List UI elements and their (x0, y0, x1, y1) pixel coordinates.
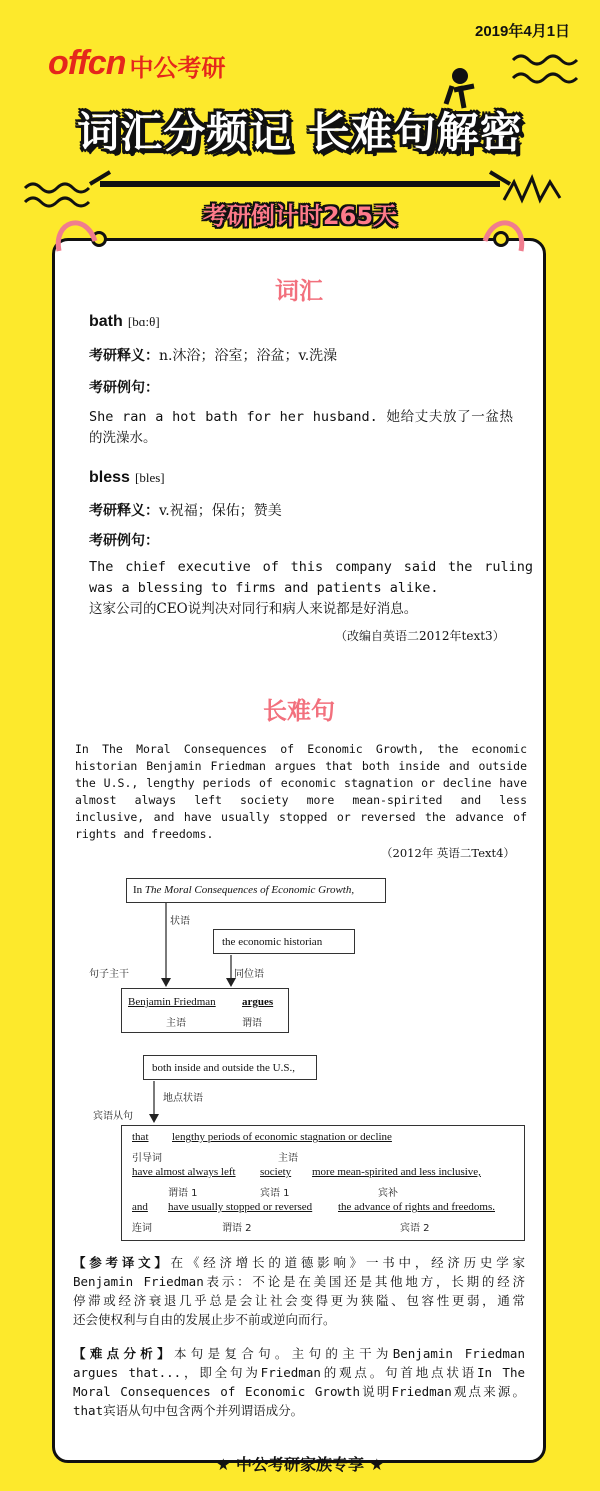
vocab-word: bath (89, 313, 123, 330)
example-line: 的洗澡水。 (89, 430, 157, 446)
clause-word: have usually stopped or reversed (168, 1201, 313, 1213)
example-line: was a blessing to firms and patients alike. (89, 580, 439, 596)
clause-role: 宾语 1 (260, 1188, 290, 1199)
footer-text: ★ 中公考研家族专享 ★ (216, 1455, 384, 1474)
vocab-section-title: 词汇 (275, 277, 323, 305)
clause-word: more mean-spirited and less inclusive, (312, 1166, 481, 1178)
brand-logo (48, 46, 225, 80)
translation-block (73, 1253, 525, 1329)
analysis-line: that宾语从句中包含两个并列谓语成分。 (73, 1403, 304, 1418)
place-text: both inside and outside the U.S., (152, 1062, 295, 1074)
clause-word: have almost always left (132, 1166, 236, 1178)
clause-role: 谓语 1 (168, 1188, 198, 1199)
clause-role: 宾补 (378, 1188, 398, 1199)
content-card (52, 238, 546, 1463)
meaning-label: 考研释义： (89, 503, 159, 519)
verb-role: 谓语 (242, 1018, 262, 1029)
diagram-box-object-clause (121, 1125, 525, 1241)
sentence-line: historian Benjamin Friedman argues that both inside and outside (75, 759, 527, 773)
example-label: 考研例句： (89, 533, 159, 549)
sentence-line: In The Moral Consequences of Economic Growth, the economic (75, 742, 527, 756)
analysis-label: 【难点分析】 (73, 1346, 174, 1361)
verb-text: argues (242, 996, 274, 1008)
page-title: 词汇分频记 长难句解密 (77, 108, 523, 157)
meaning-label: 考研释义： (89, 348, 159, 364)
example-line: She ran a hot bath for her husband. 她给丈夫放了一盆热 (89, 409, 513, 425)
clause-word: the advance of rights and freedoms. (338, 1201, 495, 1213)
translation-line: 在《经济增长的道德影响》一书中，经济历史学家 (170, 1255, 525, 1270)
analysis-line: 本句是复合句。主句的主干为Benjamin Friedman (173, 1346, 525, 1361)
sentence-line: rights and freedoms. (75, 827, 214, 841)
meaning-text: n.沐浴；浴室；浴盆；v.洗澡 (159, 348, 338, 364)
diagram-box-place (143, 1055, 317, 1080)
subject-text: Benjamin Friedman (128, 996, 216, 1008)
vocab-word: bless (89, 469, 130, 486)
clause-word: and (132, 1201, 148, 1213)
brand-cn: 中公考研 (129, 54, 226, 82)
diagram-box-appositive (213, 929, 355, 954)
appositive-text: the economic historian (222, 936, 323, 948)
example-source: （改编自英语二2012年text3） (335, 629, 505, 643)
vocab-pronunciation: [bles] (135, 470, 165, 485)
label-appositive: 同位语 (234, 969, 264, 980)
clause-role: 主语 (278, 1153, 298, 1164)
clause-role: 引导词 (132, 1153, 162, 1164)
clause-role: 谓语 2 (222, 1223, 252, 1234)
analysis-line: Moral Consequences of Economic Growth说明Friedman观点来源。 (73, 1384, 525, 1399)
clause-role: 宾语 2 (400, 1223, 430, 1234)
translation-line: 还会使权利与自由的发展止步不前或逆向而行。 (73, 1312, 336, 1327)
label-adverbial: 状语 (170, 916, 190, 927)
label-object-clause: 宾语从句 (93, 1111, 133, 1122)
vocab-pronunciation: [bɑ:θ] (127, 314, 160, 329)
example-line: The chief executive of this company said the ruling (89, 559, 533, 575)
translation-line: Benjamin Friedman表示：不论是在美国还是其他地方，长期的经济 (73, 1274, 525, 1289)
sentence-line: almost always left society more mean-spirited and less (75, 793, 527, 807)
analysis-line: argues that...，即全句为Friedman的观点。句首地点状语In The (73, 1365, 525, 1380)
example-label: 考研例句： (89, 380, 159, 396)
diagram-box-prep-phrase (126, 878, 386, 903)
diagram-box-main-clause (121, 988, 289, 1033)
example-translation: 这家公司的CEO说判决对同行和病人来说都是好消息。 (89, 601, 418, 617)
diagram-arrows (55, 241, 543, 1241)
sentence-line: the U.S., lengthy periods of economic stagnation or decline have (75, 776, 527, 790)
analysis-block (73, 1344, 525, 1420)
prep-phrase-text: In The Moral Consequences of Economic Growth, (133, 884, 355, 896)
sentence-line: inclusive, and have usually stopped or reversed the advance of (75, 810, 527, 824)
brand-offcn: offcn (48, 44, 126, 82)
clause-role: 连词 (132, 1223, 152, 1234)
meaning-text: v.祝福；保佑；赞美 (159, 503, 282, 519)
sentence-section-title: 长难句 (263, 697, 335, 725)
label-place-adverbial: 地点状语 (163, 1093, 203, 1104)
clause-word: society (260, 1166, 292, 1178)
clause-word: that (132, 1131, 149, 1143)
date-label: 2019年4月1日 (475, 23, 571, 40)
countdown-banner: 考研倒计时265天 (202, 202, 398, 230)
label-main-clause: 句子主干 (89, 969, 129, 980)
translation-line: 停滞或经济衰退几乎总是会让社会变得更为狭隘、包容性更弱，通常 (73, 1293, 525, 1308)
sentence-source: （2012年 英语二Text4） (381, 846, 515, 860)
clause-word: lengthy periods of economic stagnation or decline (172, 1131, 392, 1143)
translation-label: 【参考译文】 (73, 1255, 171, 1270)
subject-role: 主语 (166, 1018, 186, 1029)
